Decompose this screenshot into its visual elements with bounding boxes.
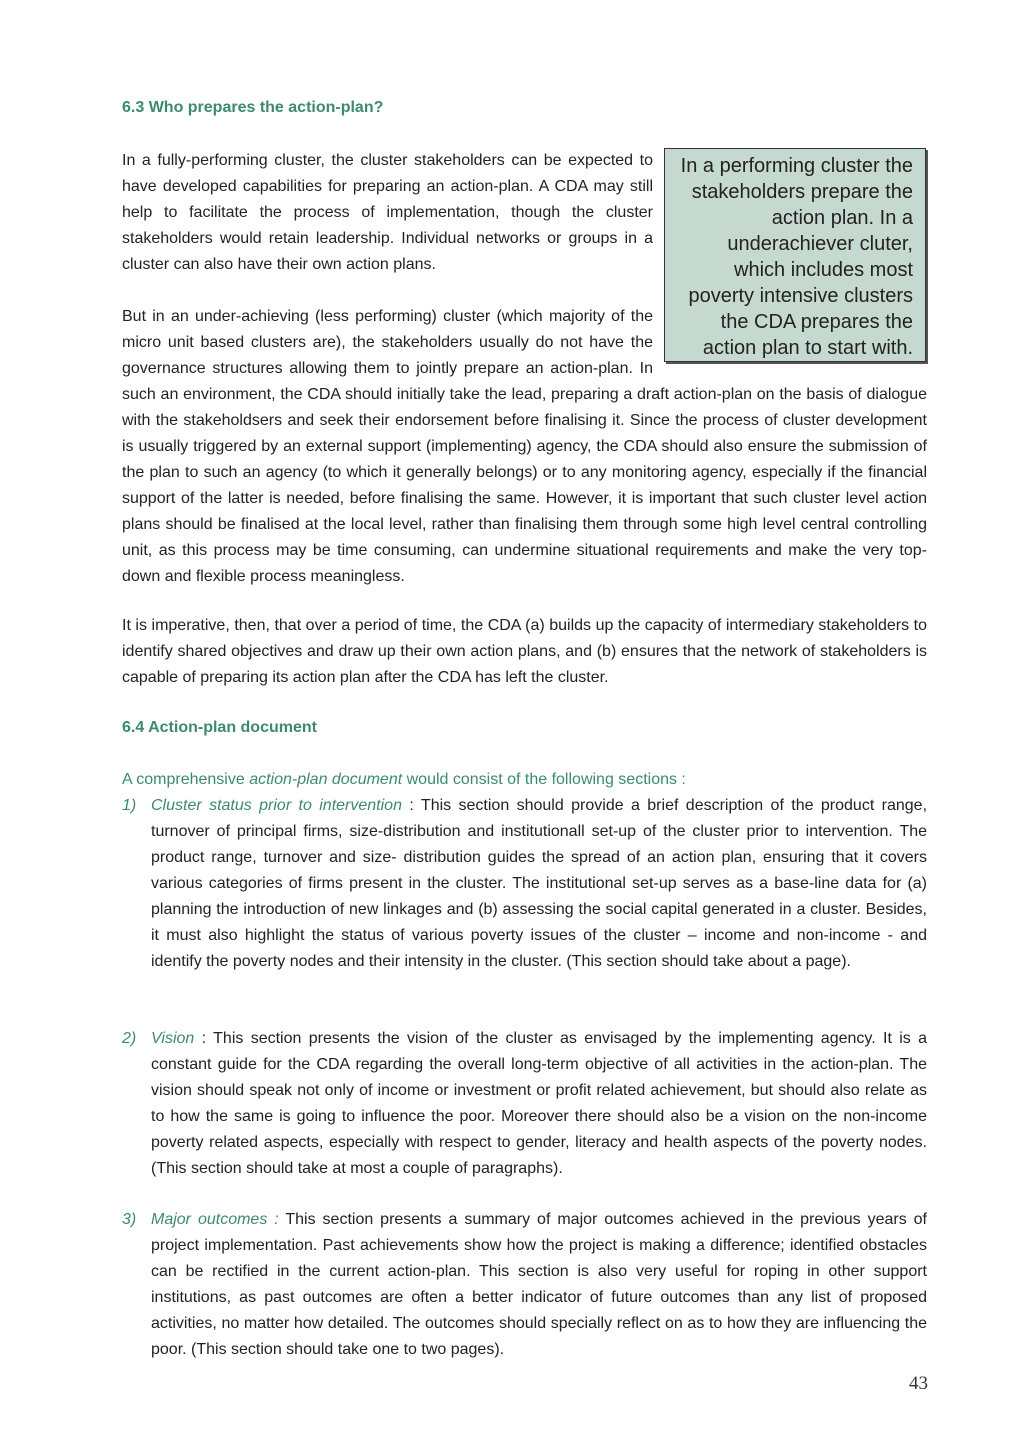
section-heading-6-4: 6.4 Action-plan document: [122, 719, 317, 736]
action-plan-intro: [122, 767, 927, 793]
list-item-term: Cluster status prior to intervention: [151, 797, 402, 814]
list-item-term: Major outcomes :: [151, 1211, 279, 1228]
section-6-3-body: [122, 148, 927, 590]
list-item-text: This section presents a summary of major outcomes achieved in the previous years of project implementation. Past achievements show how the project is making a difference; identified obstacles can be rectified in the current action-plan. This section is also very useful for roping in other support institutions, as past outcomes are often a better indicator of future outcomes than any list of proposed activities, no matter how detailed. The outcomes should specially reflect on as to how they are influencing the poor. (This section should take one to two pages).: [151, 1211, 928, 1358]
page-number: 43: [909, 1373, 928, 1394]
paragraph-imperative: It is imperative, then, that over a period of time, the CDA (a) builds up the capacity of intermediary stakeholders to identify shared objectives and draw up their own action plans, and (b) ensures that the network of stakeholders is capable of preparing its action plan after the CDA has left the cluster.: [122, 617, 927, 686]
list-item-number: 1): [122, 797, 137, 814]
intro-text-after: would consist of the following sections :: [402, 771, 686, 788]
list-item-separator: :: [194, 1030, 214, 1047]
paragraph-fully-performing: In a fully-performing cluster, the cluster stakeholders can be expected to have developed capabilities for preparing an action-plan. A CDA may still help to facilitate the process of implementation, though the cluster stakeholders would retain leadership. Individual networks or groups in a cluster can also have their own action plans.: [122, 152, 653, 273]
list-item-text: This section presents the vision of the cluster as envisaged by the implementing agency. It is a constant guide for the CDA regarding the overall long-term objective of all activities in the action-plan. The vision should speak not only of income or investment or profit related achievement, but should also relate as to how the same is going to influence the poor. Moreover there should also be a vision on the non-income poverty related aspects, especially with respect to gender, literacy and health aspects of the poverty nodes. (This section should take at most a couple of paragraphs).: [151, 1030, 928, 1177]
list-item-separator: :: [401, 797, 421, 814]
list-item-cluster-status: [122, 793, 927, 975]
intro-text-before: A comprehensive: [122, 771, 250, 788]
list-item-term: Vision: [151, 1030, 195, 1047]
list-item-major-outcomes: [122, 1207, 927, 1363]
callout-spacer: [653, 148, 927, 378]
paragraph-under-achieving: But in an under-achieving (less performing) cluster (which majority of the micro unit based clusters are), the stakeholders usually do not have the governance structures allowing them to jointly prepare an action-plan. In such an environment, the CDA should initially take the lead, preparing a draft action-plan on the basis of dialogue with the stakeholdsers and seek their endorsement before finalising it. Since the process of cluster development is usually triggered by an external support (implementing) agency, the CDA should also ensure the submission of the plan to such an agency (to which it generally belongs) or to any monitoring agency, especially if the financial support of the latter is needed, before finalising the same. However, it is important that such cluster level action plans should be finalised at the local level, rather than finalising them through some high level central controlling unit, as this process may be time consuming, can undermine situational requirements and make the very top-down and flexible process meaningless.: [122, 308, 927, 585]
list-item-text: This section should provide a brief description of the product range, turnover of principal firms, size-distribution and institutionall set-up of the cluster prior to intervention. The product range, turnover and size- distribution guides the spread of an action plan, ensuring that it covers various categories of firms present in the cluster. The institutional set-up serves as a base-line data for (a) planning the introduction of new linkages and (b) assessing the social capital generated in a cluster. Besides, it must also highlight the status of various poverty issues of the cluster – income and non-income - and identify the poverty nodes and their intensity in the cluster. (This section should take about a page).: [151, 797, 928, 970]
list-item-vision: [122, 1026, 927, 1182]
list-item-number: 2): [122, 1030, 137, 1047]
list-item-number: 3): [122, 1211, 137, 1228]
callout-box: In a performing cluster the stakeholders prepare the action plan. In a underachiever cluter, which includes most poverty intensive clusters the CDA prepares the action plan to start with.: [664, 148, 926, 362]
intro-emphasis: action-plan document: [249, 771, 403, 788]
section-heading-6-3: 6.3 Who prepares the action-plan?: [122, 99, 384, 116]
